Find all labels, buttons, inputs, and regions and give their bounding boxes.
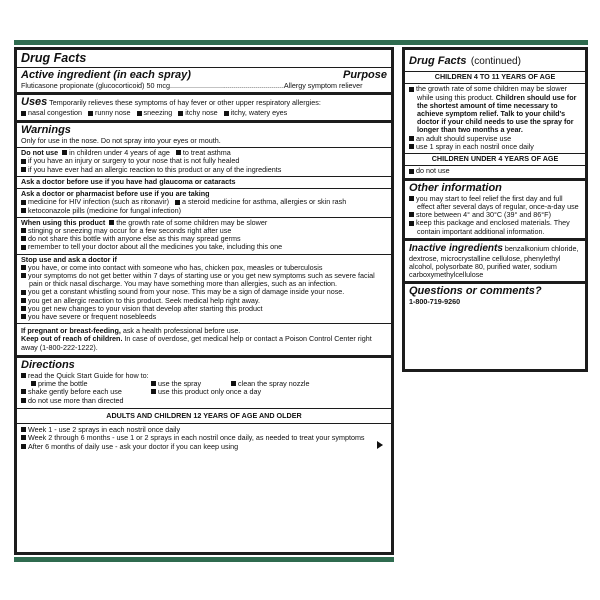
pregnancy-keep-section <box>17 324 391 358</box>
children-under-4-heading-section <box>405 154 585 166</box>
children-4-11-heading-section <box>405 72 585 84</box>
stop-use-item: you have, or come into contact with someone who has, chicken pox, measles or tuberculosis <box>28 262 323 272</box>
directions-item: clean the spray nozzle <box>238 379 310 389</box>
when-using-item: stinging or sneezing may occur for a few seconds right after use <box>28 226 232 236</box>
drug-facts-title-section <box>17 50 391 68</box>
do-not-use-section <box>17 148 391 177</box>
when-using-label: When using this product <box>21 217 106 227</box>
children-under-4-item: do not use <box>416 166 450 176</box>
when-using-item: remember to tell your doctor about all the medicines you take, including this one <box>28 242 283 252</box>
do-not-use-item: if you have an injury or surgery to your nose that is not fully healed <box>28 156 240 166</box>
do-not-use-item: if you have ever had an allergic reaction to this product or any of the ingredients <box>28 164 282 174</box>
ask-pharmacist-item: medicine for HIV infection (such as ritonavir) <box>28 197 170 207</box>
children-under-4-section <box>405 166 585 180</box>
questions-heading: Questions or comments? <box>409 285 542 298</box>
keep-out-text: In case of overdose, get medical help or contact a Poison Control Center right away (1-800-222-1222). <box>21 334 372 352</box>
drug-facts-panel <box>14 47 394 555</box>
adults-item: Week 1 - use 2 sprays in each nostril once daily <box>28 425 181 435</box>
do-not-use-item: to treat asthma <box>182 148 231 158</box>
when-using-section <box>17 218 391 255</box>
bottom-accent-bar <box>14 557 394 562</box>
directions-item: do not use more than directed <box>28 395 124 405</box>
children-under-4-heading: CHILDREN UNDER 4 YEARS OF AGE <box>431 154 559 164</box>
growth-bold-text: Children should use for the shortest amount of time necessary to achieve symptom relief. Talk to your child's doctor if your child needs to use the spray for longer than two months a year. <box>417 92 577 135</box>
growth-text: the growth rate of some children may be slower while using this product. <box>416 84 568 102</box>
adults-dosage-section <box>17 424 391 453</box>
pregnant-text: ask a health professional before use. <box>122 326 241 336</box>
warnings-intro: Only for use in the nose. Do not spray into your eyes or mouth. <box>21 135 221 145</box>
children-item: use 1 spray in each nostril once daily <box>416 141 534 151</box>
directions-item: prime the bottle <box>38 379 88 389</box>
continued-suffix: (continued) <box>470 56 521 67</box>
ask-doctor-text: Ask a doctor before use if you have had glaucoma or cataracts <box>21 176 236 186</box>
when-using-item: the growth rate of some children may be slower <box>116 217 268 227</box>
continued-title: Drug Facts <box>409 55 467 67</box>
other-info-item: you may start to feel relief the first day and full effect after several days of regular, once-a-day use <box>416 193 579 212</box>
continued-title-section <box>405 50 585 72</box>
directions-item: use this product only once a day <box>158 387 262 397</box>
stop-use-item: you get an allergic reaction to this product. Seek medical help right away. <box>28 295 260 305</box>
children-item: an adult should supervise use <box>416 133 512 143</box>
ask-pharmacist-item: a steroid medicine for asthma, allergies or skin rash <box>182 197 347 207</box>
active-ingredient-section <box>17 68 391 95</box>
do-not-use-item: in children under 4 years of age <box>69 148 170 158</box>
adults-item: After 6 months of daily use - ask your doctor if you can keep using <box>28 441 239 451</box>
phone-number: 1-800-719-9260 <box>409 297 461 307</box>
stop-use-item: you have severe or frequent nosebleeds <box>28 312 157 322</box>
use-item: sneezing <box>143 108 173 118</box>
stop-use-item: you get a constant whistling sound from your nose. This may be a sign of damage inside your nose. <box>28 287 345 297</box>
ask-doctor-section <box>17 177 391 189</box>
drug-facts-title: Drug Facts <box>21 51 87 65</box>
uses-list <box>21 109 387 117</box>
use-item: nasal congestion <box>28 108 82 118</box>
stop-use-item: your symptoms do not get better within 7 days of starting use or you get new symptoms such as severe facial pain or thick nasal discharge. You may have something more than allergies, such as an infection. <box>28 271 375 289</box>
directions-item: read the Quick Start Guide for how to: <box>28 370 149 380</box>
adults-heading: ADULTS AND CHILDREN 12 YEARS OF AGE AND OLDER <box>106 410 302 420</box>
ask-pharmacist-item: ketoconazole pills (medicine for fungal infection) <box>28 205 182 215</box>
when-using-item: do not share this bottle with anyone else as this may spread germs <box>28 234 241 244</box>
warnings-section <box>17 123 391 148</box>
children-4-11-heading: CHILDREN 4 TO 11 YEARS OF AGE <box>434 72 556 81</box>
do-not-use-label: Do not use <box>21 148 59 158</box>
inactive-ingredients-text: benzalkonium chloride, dextrose, microcrystalline cellulose, phenylethyl alcohol, polysorbate 80, purified water, sodium carboxymethylcellulose <box>409 243 579 280</box>
use-item: runny nose <box>94 108 131 118</box>
warnings-heading: Warnings <box>21 123 71 136</box>
directions-heading: Directions <box>21 358 75 371</box>
stop-use-section <box>17 255 391 325</box>
stop-use-item: you get new changes to your vision that develop after starting this product <box>28 303 263 313</box>
directions-item: shake gently before each use <box>28 387 122 397</box>
uses-section <box>17 95 391 122</box>
other-information-heading: Other information <box>409 181 502 194</box>
uses-text: Temporarily relieves these symptoms of hay fever or other upper respiratory allergies: <box>49 98 321 108</box>
other-information-section <box>405 181 585 241</box>
continued-arrow-icon <box>377 441 383 449</box>
other-info-item: store between 4° and 30°C (39° and 86°F) <box>416 210 551 220</box>
directions-item: use the spray <box>158 379 202 389</box>
inactive-ingredients-heading: Inactive ingredients <box>409 242 503 254</box>
adults-item: Week 2 through 6 months - use 1 or 2 sprays in each nostril once daily, as needed to treat your symptoms <box>28 433 365 443</box>
purpose-heading: Purpose <box>342 69 387 81</box>
other-info-item: keep this package and enclosed materials. They contain important additional information. <box>416 218 570 236</box>
ask-pharmacist-heading: Ask a doctor or pharmacist before use if you are taking <box>21 189 210 199</box>
stop-use-heading: Stop use and ask a doctor if <box>21 254 117 264</box>
top-accent-bar <box>14 40 588 45</box>
active-ingredient-line: Fluticasone propionate (glucocorticoid) 50 mcg.........................................................Allergy symptom reliever <box>21 82 363 90</box>
active-ingredient-heading: Active ingredient (in each spray) <box>21 69 191 81</box>
pregnant-label: If pregnant or breast-feeding, <box>21 326 121 336</box>
children-4-11-section <box>405 84 585 154</box>
use-item: itchy nose <box>185 108 218 118</box>
use-item: itchy, watery eyes <box>230 108 288 118</box>
directions-section <box>17 358 391 409</box>
keep-out-label: Keep out of reach of children. <box>21 334 123 344</box>
uses-heading: Uses <box>21 96 48 109</box>
adults-heading-section <box>17 409 391 424</box>
ask-pharmacist-section <box>17 189 391 218</box>
inactive-ingredients-section <box>405 241 585 285</box>
questions-section <box>405 284 585 307</box>
drug-facts-continued-panel <box>402 47 588 372</box>
